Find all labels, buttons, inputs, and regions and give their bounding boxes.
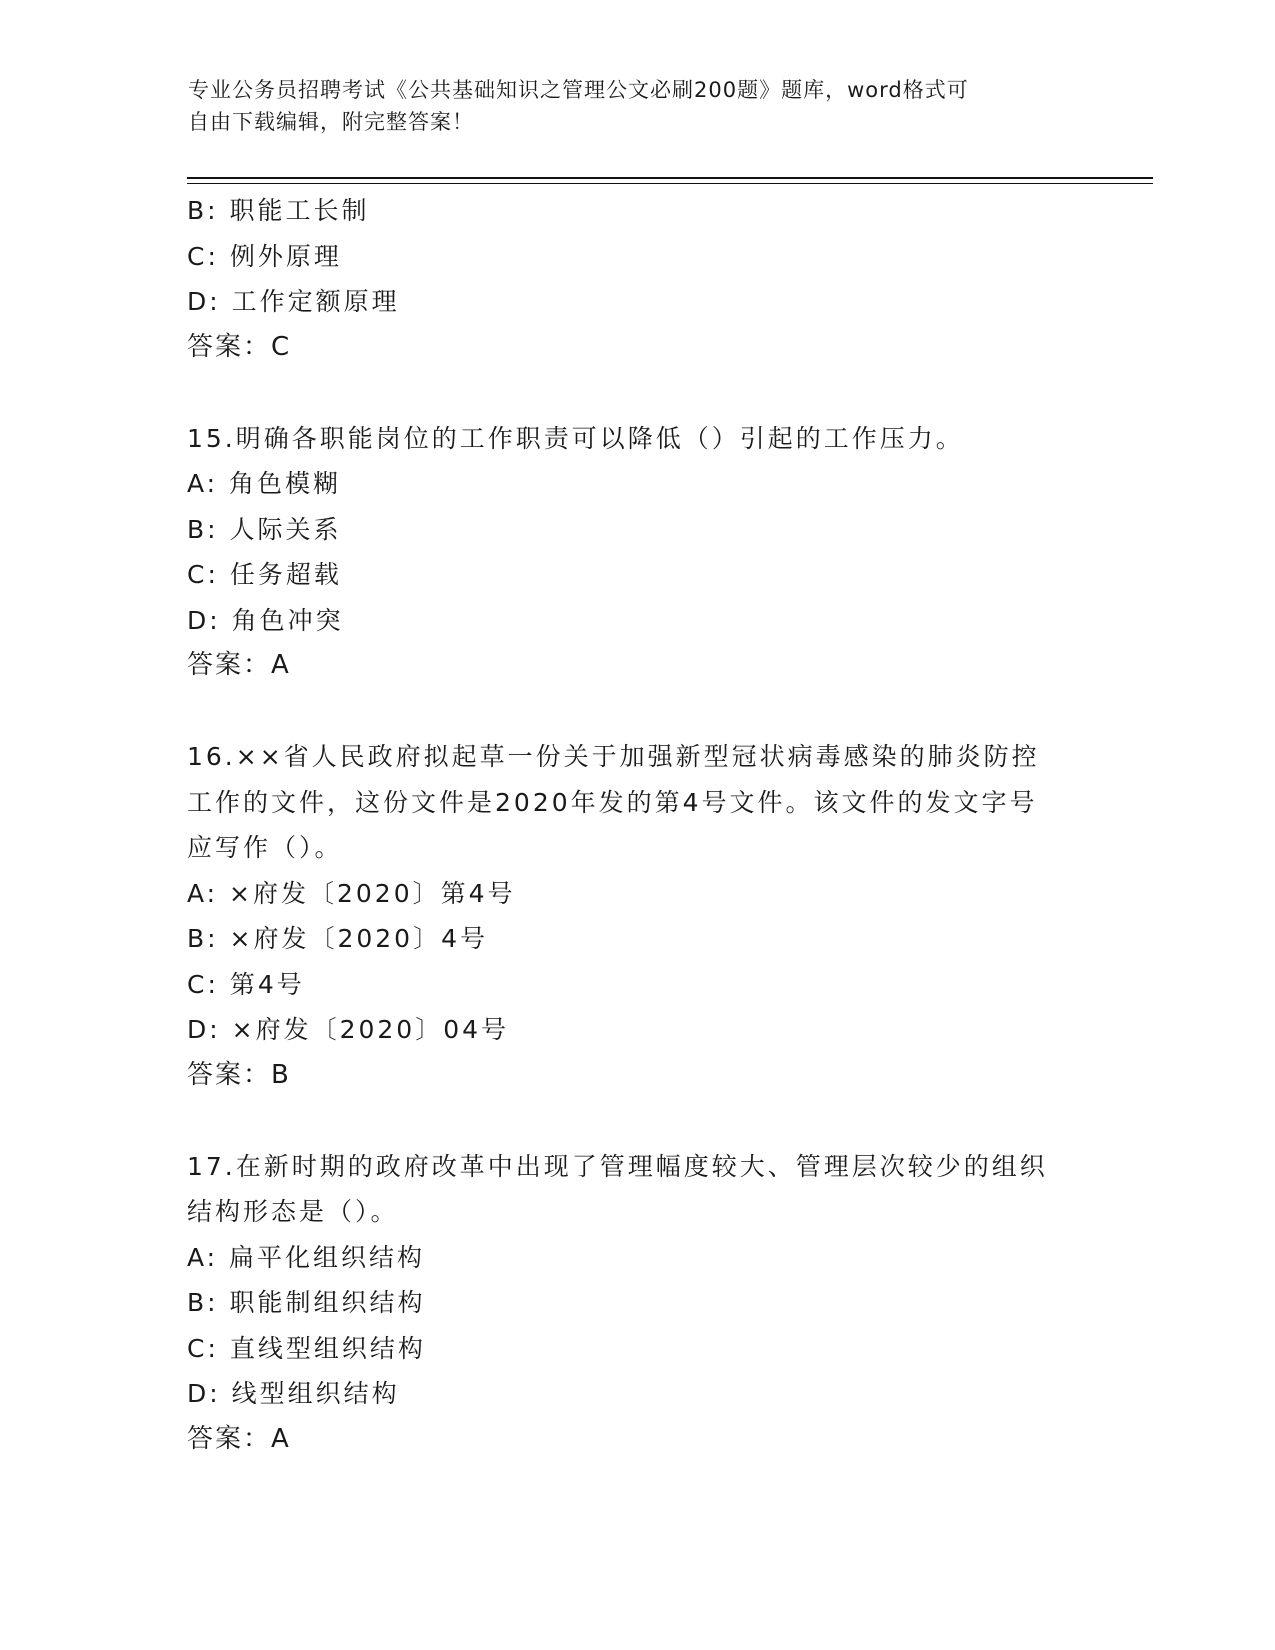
option-d: D: ×府发〔2020〕04号 <box>187 1015 510 1044</box>
option-a: A: 角色模糊 <box>187 469 342 498</box>
answer-line: 答案：C <box>187 331 292 362</box>
question-stem: 结构形态是（）。 <box>187 1197 399 1226</box>
document-header <box>188 74 1068 138</box>
option-a: A: 扁平化组织结构 <box>187 1242 426 1272</box>
question-stem: 工作的文件，这份文件是2020年发的第4号文件。该文件的发文字号 <box>187 787 1038 817</box>
answer-line: 答案：A <box>187 650 291 680</box>
option-b: B: 职能制组织结构 <box>187 1288 426 1317</box>
option-c: C: 任务超载 <box>187 560 342 589</box>
option-d: D: 角色冲突 <box>187 605 344 635</box>
question-14-continuation <box>187 188 1087 370</box>
question-stem: 应写作（）。 <box>187 833 343 862</box>
question-stem: 17.在新时期的政府改革中出现了管理幅度较大、管理层次较少的组织 <box>187 1151 1048 1181</box>
option-d: D: 工作定额原理 <box>187 287 400 316</box>
option-c: C: 第4号 <box>187 969 305 999</box>
question-15 <box>187 416 1087 689</box>
header-divider-thin <box>187 183 1153 184</box>
question-16 <box>187 734 1087 1098</box>
spacer <box>187 1098 1087 1144</box>
question-17 <box>187 1144 1087 1463</box>
answer-line: 答案：A <box>187 1423 291 1454</box>
option-c: C: 直线型组织结构 <box>187 1333 426 1363</box>
option-b: B: ×府发〔2020〕4号 <box>187 924 488 953</box>
option-a: A: ×府发〔2020〕第4号 <box>187 878 516 908</box>
option-b: B: 人际关系 <box>187 514 342 544</box>
question-stem: 16.××省人民政府拟起草一份关于加强新型冠状病毒感染的肺炎防控 <box>187 742 1040 771</box>
answer-line: 答案：B <box>187 1059 291 1090</box>
question-list <box>187 188 1087 1462</box>
option-c: C: 例外原理 <box>187 241 342 271</box>
header-divider-thick <box>187 177 1153 179</box>
spacer <box>187 689 1087 735</box>
option-d: D: 线型组织结构 <box>187 1379 400 1408</box>
question-stem: 15.明确各职能岗位的工作职责可以降低（）引起的工作压力。 <box>187 423 964 453</box>
option-b: B: 职能工长制 <box>187 196 370 225</box>
header-line-1: 专业公务员招聘考试《公共基础知识之管理公文必刷200题》题库，word格式可 <box>188 78 969 102</box>
header-line-2: 自由下载编辑，附完整答案！ <box>188 110 474 134</box>
spacer <box>187 370 1087 416</box>
